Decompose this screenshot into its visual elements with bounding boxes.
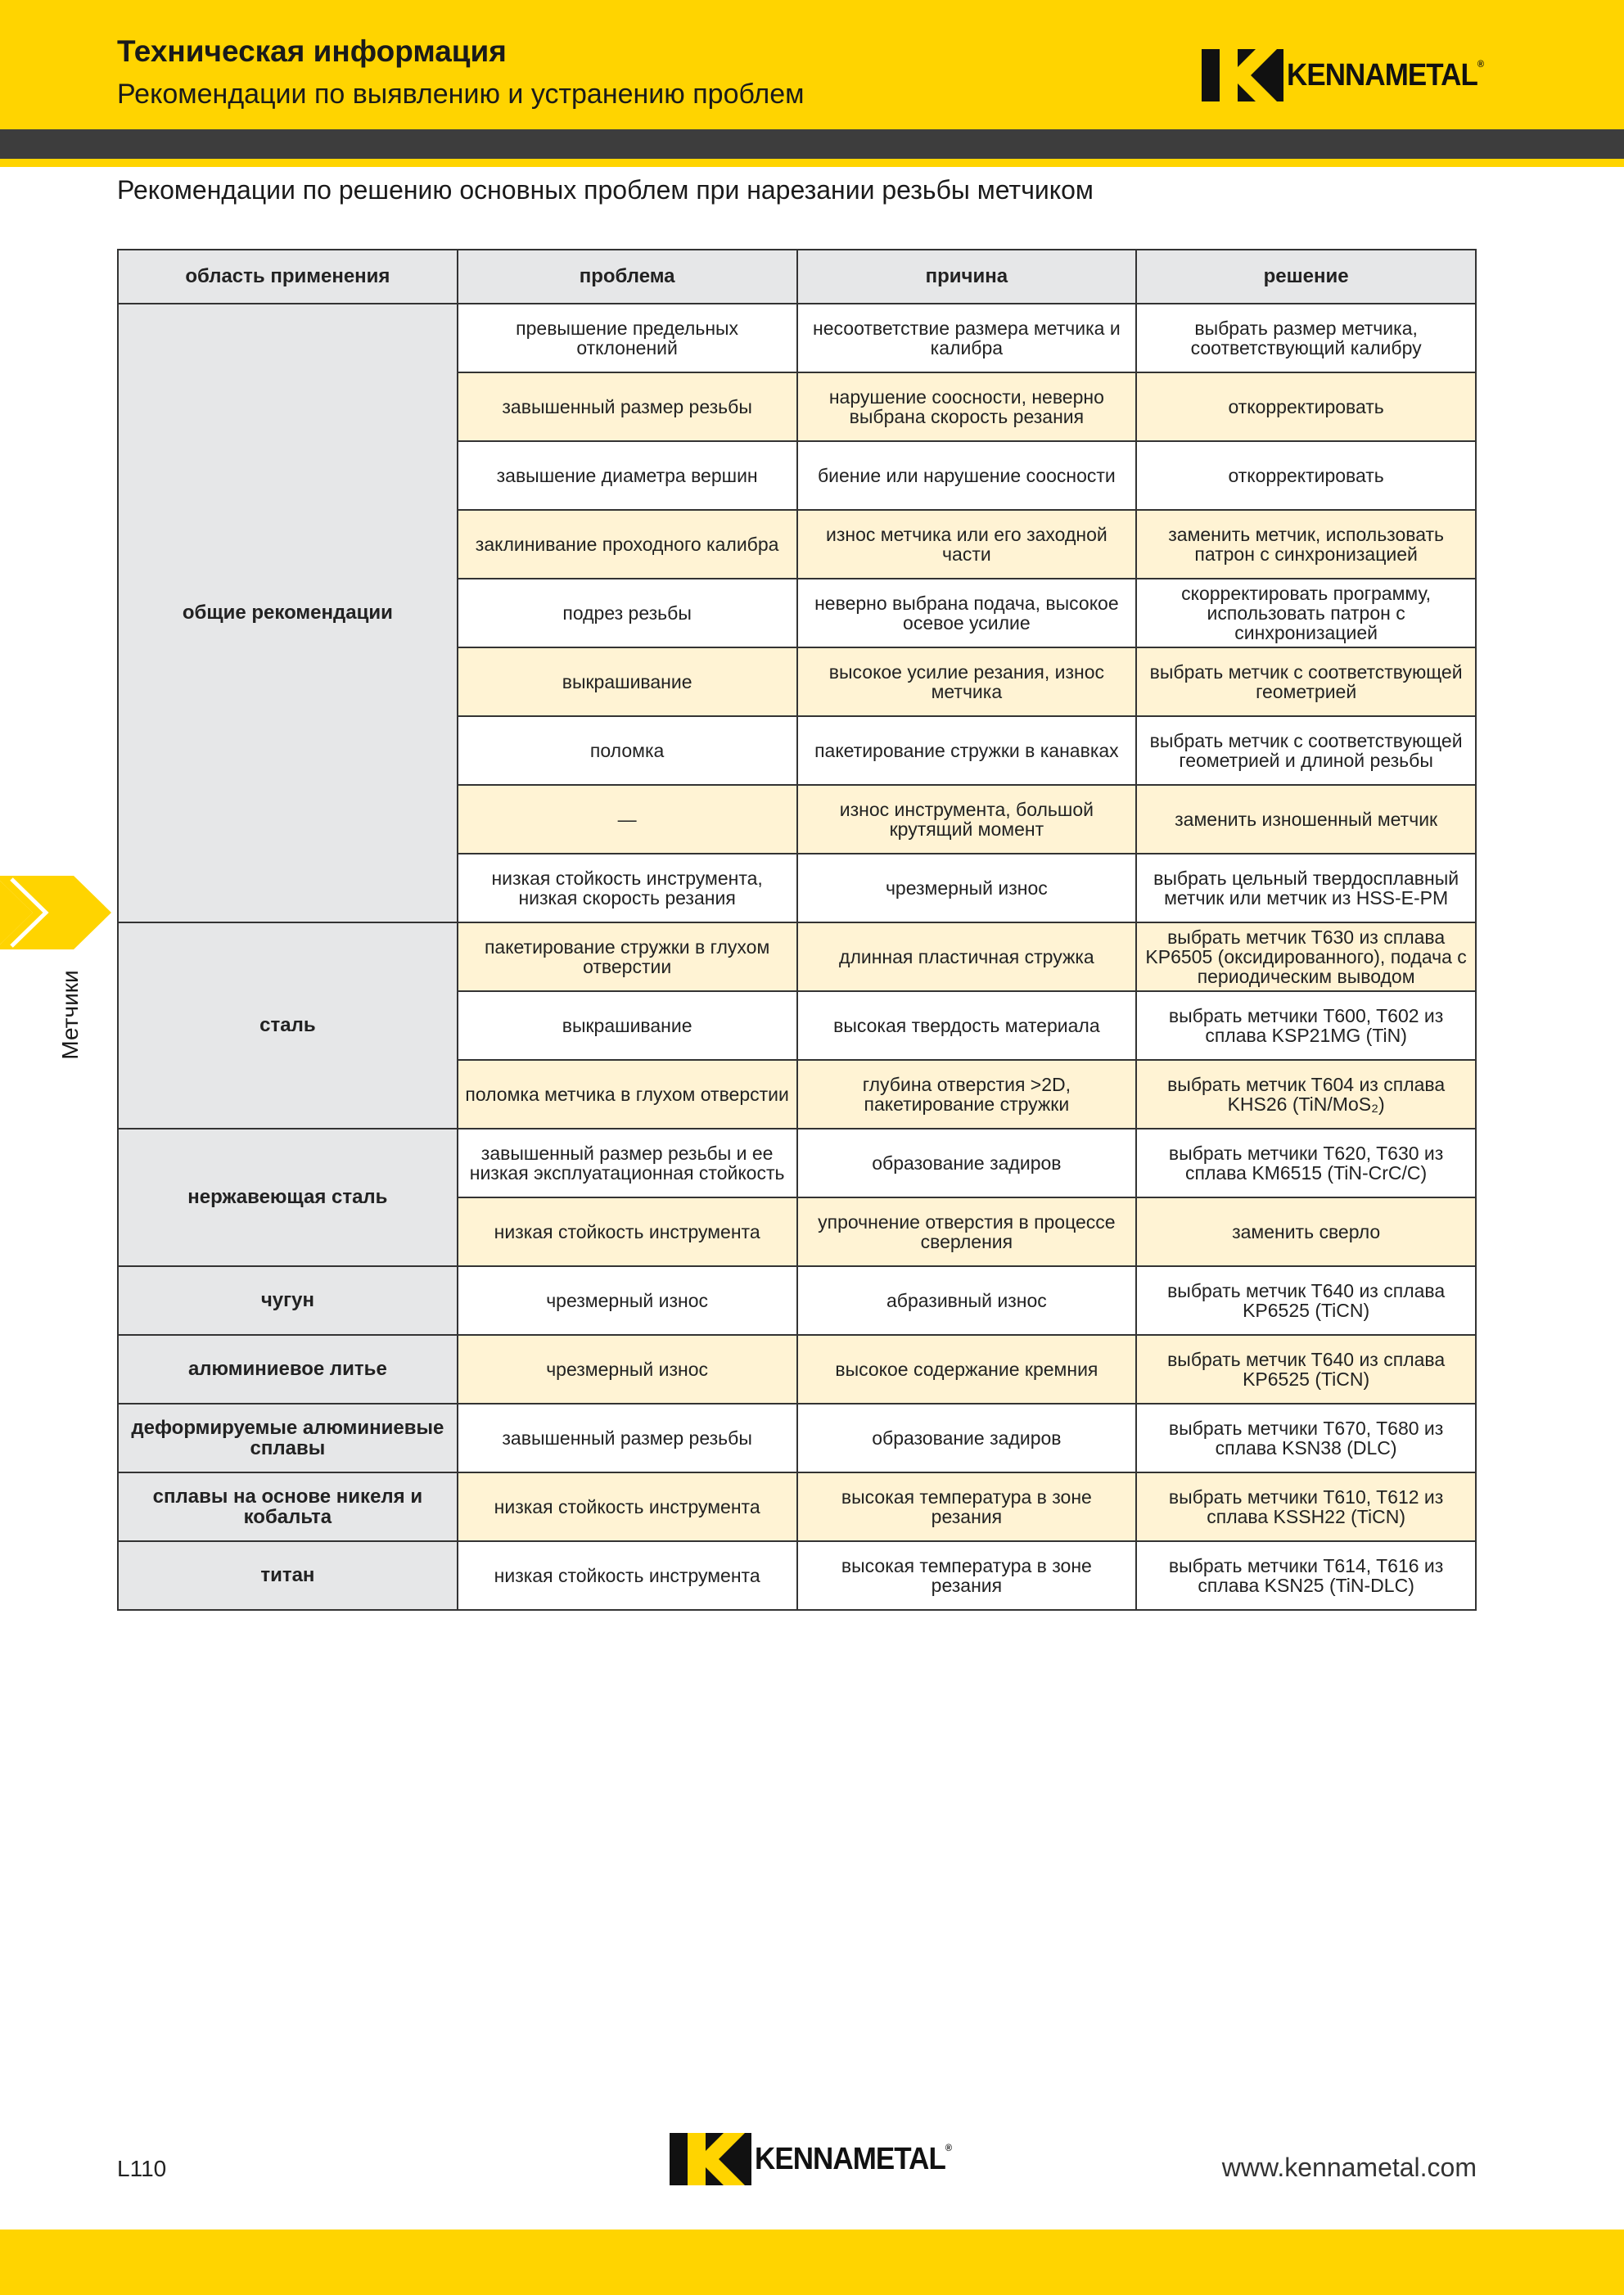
solution-cell: выбрать метчик T640 из сплава KP6525 (TiCN)	[1136, 1335, 1476, 1404]
problem-cell: низкая стойкость инструмента	[458, 1197, 797, 1266]
table-row	[118, 1472, 1476, 1541]
problem-cell: завышенный размер резьбы и ее низкая эксплуатационная стойкость	[458, 1129, 797, 1197]
solution-cell: выбрать метчик T630 из сплава KP6505 (оксидированного), подача с периодическим выводом	[1136, 922, 1476, 991]
application-category: деформируемые алюминиевые сплавы	[118, 1404, 458, 1472]
application-category: сплавы на основе никеля и кобальта	[118, 1472, 458, 1541]
troubleshooting-table	[117, 249, 1477, 1611]
problem-cell: чрезмерный износ	[458, 1266, 797, 1335]
solution-cell: выбрать метчики T600, T602 из сплава KSP21MG (TiN)	[1136, 991, 1476, 1060]
cause-cell: высокая температура в зоне резания	[797, 1472, 1137, 1541]
problem-cell: выкрашивание	[458, 647, 797, 716]
table-row	[118, 1266, 1476, 1335]
table-row	[118, 922, 1476, 991]
column-header-application: область применения	[118, 250, 458, 304]
cause-cell: глубина отверстия >2D, пакетирование стружки	[797, 1060, 1137, 1129]
page-number: L110	[117, 2156, 167, 2181]
cause-cell: высокая температура в зоне резания	[797, 1541, 1137, 1610]
solution-cell: заменить метчик, использовать патрон с синхронизацией	[1136, 510, 1476, 579]
cause-cell: пакетирование стружки в канавках	[797, 716, 1137, 785]
solution-cell: выбрать метчики T620, T630 из сплава KM6515 (TiN-CrC/C)	[1136, 1129, 1476, 1197]
table-header-row	[118, 250, 1476, 304]
website-link[interactable]: www.kennametal.com	[1221, 2153, 1477, 2182]
problem-cell: завышенный размер резьбы	[458, 1404, 797, 1472]
application-category: сталь	[118, 922, 458, 1129]
application-category: чугун	[118, 1266, 458, 1335]
table-row	[118, 1541, 1476, 1610]
cause-cell: длинная пластичная стружка	[797, 922, 1137, 991]
problem-cell: превышение предельных отклонений	[458, 304, 797, 372]
cause-cell: абразивный износ	[797, 1266, 1137, 1335]
application-category: общие рекомендации	[118, 304, 458, 922]
solution-cell: выбрать метчик с соответствующей геометрией и длиной резьбы	[1136, 716, 1476, 785]
table-row	[118, 304, 1476, 372]
cause-cell: несоответствие размера метчика и калибра	[797, 304, 1137, 372]
problem-cell: поломка	[458, 716, 797, 785]
cause-cell: неверно выбрана подача, высокое осевое усилие	[797, 579, 1137, 647]
cause-cell: упрочнение отверстия в процессе сверления	[797, 1197, 1137, 1266]
table-row	[118, 1129, 1476, 1197]
solution-cell: заменить сверло	[1136, 1197, 1476, 1266]
table-row	[118, 1335, 1476, 1404]
problem-cell: пакетирование стружки в глухом отверстии	[458, 922, 797, 991]
problem-cell: —	[458, 785, 797, 854]
kennametal-k-icon	[1202, 49, 1283, 101]
column-header-cause: причина	[797, 250, 1137, 304]
problem-cell: подрез резьбы	[458, 579, 797, 647]
application-category: алюминиевое литье	[118, 1335, 458, 1404]
column-header-solution: решение	[1136, 250, 1476, 304]
solution-cell: выбрать метчик с соответствующей геометрией	[1136, 647, 1476, 716]
footer-brand-wordmark: KENNAMETAL®	[755, 2141, 952, 2176]
problem-cell: чрезмерный износ	[458, 1335, 797, 1404]
page-heading: Рекомендации по решению основных проблем при нарезании резьбы метчиком	[117, 175, 1094, 205]
cause-cell: нарушение соосности, неверно выбрана скорость резания	[797, 372, 1137, 441]
solution-cell: откорректировать	[1136, 372, 1476, 441]
document-subtitle: Рекомендации по выявлению и устранению проблем	[117, 79, 805, 110]
solution-cell: скорректировать программу, использовать патрон с синхронизацией	[1136, 579, 1476, 647]
header-accent-line	[0, 159, 1624, 167]
cause-cell: образование задиров	[797, 1129, 1137, 1197]
solution-cell: выбрать метчик T640 из сплава KP6525 (TiCN)	[1136, 1266, 1476, 1335]
cause-cell: высокая твердость материала	[797, 991, 1137, 1060]
cause-cell: чрезмерный износ	[797, 854, 1137, 922]
solution-cell: откорректировать	[1136, 441, 1476, 510]
solution-cell: выбрать цельный твердосплавный метчик или метчик из HSS-E-PM	[1136, 854, 1476, 922]
chevron-right-icon	[0, 876, 111, 949]
header-dark-band	[0, 129, 1624, 159]
table-row	[118, 1404, 1476, 1472]
solution-cell: выбрать размер метчика, соответствующий калибру	[1136, 304, 1476, 372]
problem-cell: выкрашивание	[458, 991, 797, 1060]
cause-cell: высокое содержание кремния	[797, 1335, 1137, 1404]
footer-band	[0, 2230, 1624, 2295]
cause-cell: высокое усилие резания, износ метчика	[797, 647, 1137, 716]
problem-cell: низкая стойкость инструмента	[458, 1541, 797, 1610]
solution-cell: выбрать метчик T604 из сплава KHS26 (TiN/MoS₂)	[1136, 1060, 1476, 1129]
problem-cell: поломка метчика в глухом отверстии	[458, 1060, 797, 1129]
cause-cell: образование задиров	[797, 1404, 1137, 1472]
section-tab-label: Метчики	[57, 970, 83, 1060]
document-title: Техническая информация	[117, 34, 507, 68]
problem-cell: низкая стойкость инструмента	[458, 1472, 797, 1541]
brand-wordmark: KENNAMETAL®	[1287, 57, 1484, 92]
problem-cell: низкая стойкость инструмента, низкая скорость резания	[458, 854, 797, 922]
solution-cell: заменить изношенный метчик	[1136, 785, 1476, 854]
kennametal-k-icon	[670, 2133, 751, 2185]
solution-cell: выбрать метчики T670, T680 из сплава KSN38 (DLC)	[1136, 1404, 1476, 1472]
solution-cell: выбрать метчики T614, T616 из сплава KSN25 (TiN-DLC)	[1136, 1541, 1476, 1610]
footer-kennametal-logo	[670, 2133, 968, 2185]
solution-cell: выбрать метчики T610, T612 из сплава KSSH22 (TiCN)	[1136, 1472, 1476, 1541]
application-category: титан	[118, 1541, 458, 1610]
problem-cell: завышенный размер резьбы	[458, 372, 797, 441]
kennametal-logo	[1202, 49, 1500, 101]
application-category: нержавеющая сталь	[118, 1129, 458, 1266]
cause-cell: износ метчика или его заходной части	[797, 510, 1137, 579]
problem-cell: завышение диаметра вершин	[458, 441, 797, 510]
cause-cell: биение или нарушение соосности	[797, 441, 1137, 510]
cause-cell: износ инструмента, большой крутящий момент	[797, 785, 1137, 854]
problem-cell: заклинивание проходного калибра	[458, 510, 797, 579]
column-header-problem: проблема	[458, 250, 797, 304]
